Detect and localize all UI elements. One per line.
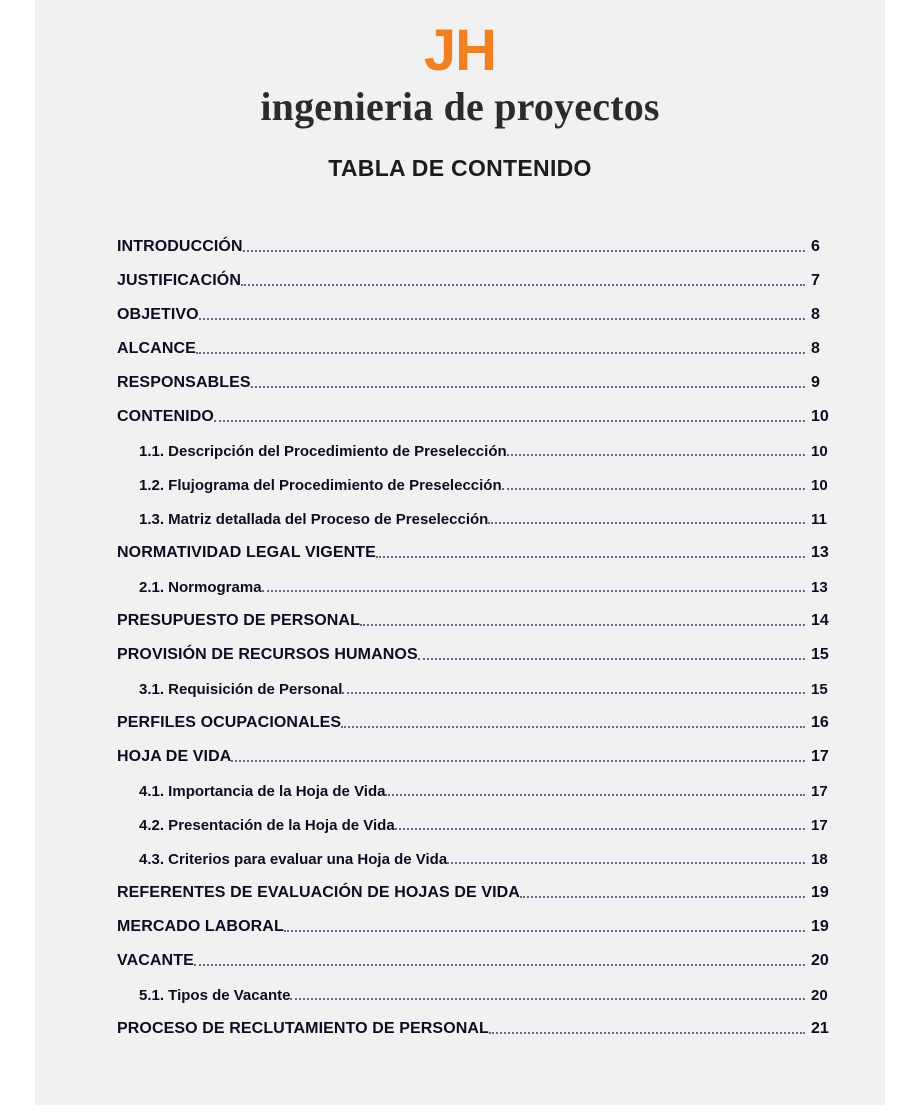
toc-entry[interactable] bbox=[117, 596, 837, 630]
toc-entry-label: ALCANCE bbox=[117, 340, 196, 357]
toc-entry-page-number: 17 bbox=[811, 783, 828, 800]
logo-initials: JH bbox=[423, 18, 497, 83]
toc-entry[interactable] bbox=[117, 970, 837, 1004]
toc-entry-page-number: 14 bbox=[811, 612, 829, 629]
toc-entry-page-number: 9 bbox=[811, 374, 820, 391]
toc-entry-page-number: 15 bbox=[811, 681, 828, 698]
toc-entry[interactable] bbox=[117, 426, 837, 460]
toc-entry-label: OBJETIVO bbox=[117, 306, 199, 323]
document-page bbox=[35, 0, 885, 1105]
toc-entry-label: 3.1. Requisición de Personal bbox=[139, 681, 343, 698]
logo-tagline: ingenieria de proyectos bbox=[260, 84, 660, 129]
toc-dot-leader bbox=[385, 793, 805, 796]
company-logo bbox=[35, 0, 885, 130]
toc-entry-page-number: 7 bbox=[811, 272, 820, 289]
toc-entry[interactable] bbox=[117, 290, 837, 324]
toc-entry-page-number: 17 bbox=[811, 748, 829, 765]
toc-entry-label: 4.3. Criterios para evaluar una Hoja de Vida bbox=[139, 851, 448, 868]
toc-entry-page-number: 10 bbox=[811, 443, 828, 460]
toc-entry[interactable] bbox=[117, 1004, 837, 1038]
toc-dot-leader bbox=[507, 453, 805, 456]
toc-entry[interactable] bbox=[117, 528, 837, 562]
toc-entry-page-number: 13 bbox=[811, 544, 829, 561]
toc-dot-leader bbox=[290, 997, 805, 1000]
toc-entry-page-number: 19 bbox=[811, 884, 829, 901]
toc-entry-label: 1.3. Matriz detallada del Proceso de Preselección bbox=[139, 511, 489, 528]
toc-entry-label: 5.1. Tipos de Vacante bbox=[139, 987, 291, 1004]
toc-dot-leader bbox=[418, 657, 805, 660]
toc-entry-page-number: 20 bbox=[811, 952, 829, 969]
toc-dot-leader bbox=[447, 861, 805, 864]
toc-entry[interactable] bbox=[117, 630, 837, 664]
toc-entry-label: INTRODUCCIÓN bbox=[117, 238, 243, 255]
toc-entry-label: PROVISIÓN DE RECURSOS HUMANOS bbox=[117, 646, 418, 663]
toc-dot-leader bbox=[341, 725, 805, 728]
toc-entry[interactable] bbox=[117, 732, 837, 766]
toc-entry-label: 1.1. Descripción del Procedimiento de Preselección bbox=[139, 443, 507, 460]
toc-entry-label: MERCADO LABORAL bbox=[117, 918, 284, 935]
toc-entry[interactable] bbox=[117, 494, 837, 528]
toc-entry-page-number: 15 bbox=[811, 646, 829, 663]
toc-entry-page-number: 13 bbox=[811, 579, 828, 596]
toc-entry[interactable] bbox=[117, 902, 837, 936]
toc-entry-label: 4.1. Importancia de la Hoja de Vida bbox=[139, 783, 386, 800]
toc-entry[interactable] bbox=[117, 358, 837, 392]
toc-entry[interactable] bbox=[117, 392, 837, 426]
toc-dot-leader bbox=[502, 487, 805, 490]
toc-dot-leader bbox=[488, 521, 805, 524]
toc-entry-page-number: 16 bbox=[811, 714, 829, 731]
toc-entry[interactable] bbox=[117, 256, 837, 290]
toc-entry[interactable] bbox=[117, 664, 837, 698]
toc-entry[interactable] bbox=[117, 698, 837, 732]
toc-dot-leader bbox=[243, 249, 805, 252]
toc-entry-label: HOJA DE VIDA bbox=[117, 748, 232, 765]
toc-entry-label: PROCESO DE RECLUTAMIENTO DE PERSONAL bbox=[117, 1020, 489, 1037]
toc-entry-page-number: 21 bbox=[811, 1020, 829, 1037]
toc-entry-label: PRESUPUESTO DE PERSONAL bbox=[117, 612, 360, 629]
toc-entry-label: REFERENTES DE EVALUACIÓN DE HOJAS DE VIDA bbox=[117, 884, 520, 901]
toc-entry-page-number: 18 bbox=[811, 851, 828, 868]
toc-entry[interactable] bbox=[117, 460, 837, 494]
toc-entry-page-number: 8 bbox=[811, 340, 820, 357]
toc-entry-label: 1.2. Flujograma del Procedimiento de Preselección bbox=[139, 477, 502, 494]
toc-entry-label: RESPONSABLES bbox=[117, 374, 251, 391]
toc-dot-leader bbox=[284, 929, 805, 932]
toc-entry-page-number: 10 bbox=[811, 408, 829, 425]
toc-entry-label: PERFILES OCUPACIONALES bbox=[117, 714, 342, 731]
toc-dot-leader bbox=[262, 589, 805, 592]
toc-dot-leader bbox=[251, 385, 805, 388]
toc-entry-label: NORMATIVIDAD LEGAL VIGENTE bbox=[117, 544, 376, 561]
toc-dot-leader bbox=[376, 555, 805, 558]
toc-entry[interactable] bbox=[117, 766, 837, 800]
toc-dot-leader bbox=[342, 691, 805, 694]
toc-dot-leader bbox=[489, 1031, 805, 1034]
toc-entry[interactable] bbox=[117, 222, 837, 256]
toc-entry[interactable] bbox=[117, 868, 837, 902]
toc-dot-leader bbox=[520, 895, 805, 898]
toc-entry-page-number: 6 bbox=[811, 238, 820, 255]
toc-dot-leader bbox=[395, 827, 805, 830]
toc-entry[interactable] bbox=[117, 936, 837, 970]
toc-entry[interactable] bbox=[117, 834, 837, 868]
toc-entry[interactable] bbox=[117, 800, 837, 834]
toc-entry-page-number: 19 bbox=[811, 918, 829, 935]
toc-dot-leader bbox=[214, 419, 805, 422]
toc-dot-leader bbox=[194, 963, 805, 966]
toc-entry[interactable] bbox=[117, 324, 837, 358]
toc-entry[interactable] bbox=[117, 562, 837, 596]
toc-entry-label: 4.2. Presentación de la Hoja de Vida bbox=[139, 817, 395, 834]
toc-entry-page-number: 20 bbox=[811, 987, 828, 1004]
toc-entry-label: JUSTIFICACIÓN bbox=[117, 272, 241, 289]
toc-dot-leader bbox=[360, 623, 805, 626]
page-title: TABLA DE CONTENIDO bbox=[328, 155, 592, 181]
toc-entry-page-number: 11 bbox=[811, 511, 827, 528]
toc-entry-page-number: 8 bbox=[811, 306, 820, 323]
toc-dot-leader bbox=[241, 283, 805, 286]
toc-entry-page-number: 17 bbox=[811, 817, 828, 834]
toc-dot-leader bbox=[199, 317, 805, 320]
table-of-contents bbox=[35, 222, 885, 1038]
toc-dot-leader bbox=[196, 351, 805, 354]
toc-entry-label: VACANTE bbox=[117, 952, 194, 969]
toc-entry-label: 2.1. Normograma bbox=[139, 579, 262, 596]
toc-entry-page-number: 10 bbox=[811, 477, 828, 494]
toc-entry-label: CONTENIDO bbox=[117, 408, 214, 425]
toc-dot-leader bbox=[231, 759, 805, 762]
